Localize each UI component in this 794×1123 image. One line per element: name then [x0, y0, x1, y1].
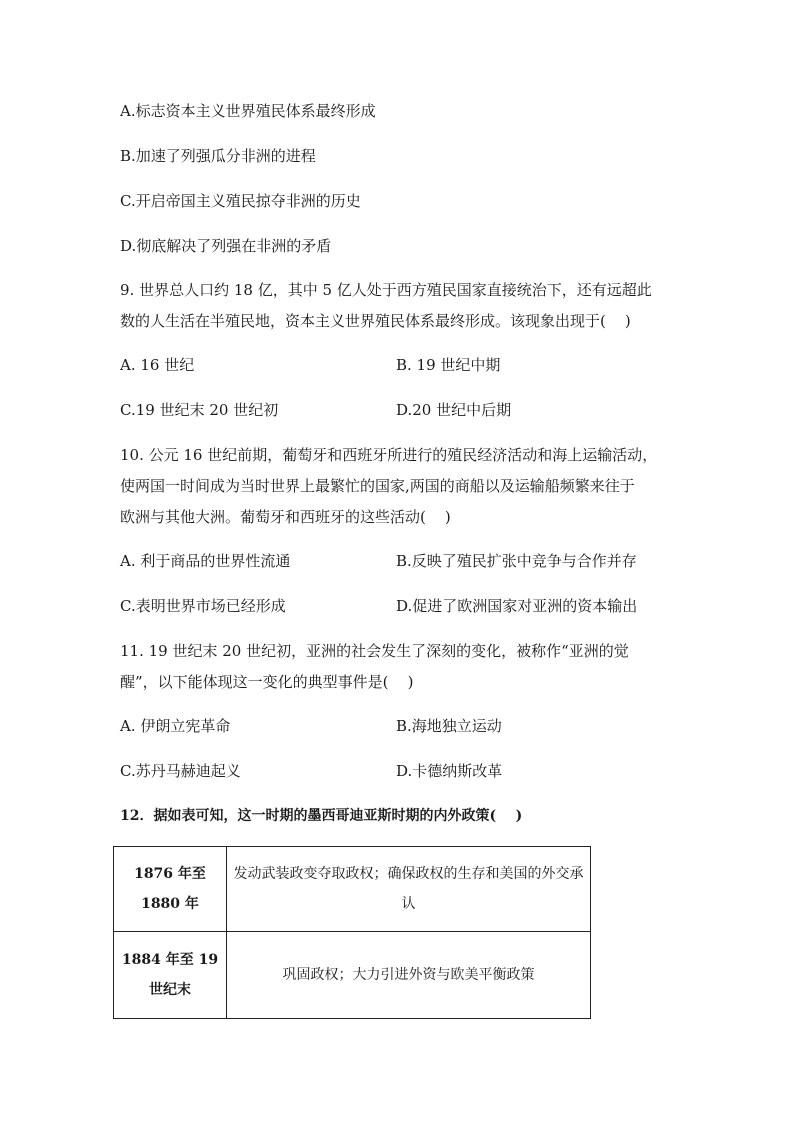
period-cell: 1884 年至 19 世纪末: [114, 932, 227, 1019]
table-row: [114, 847, 591, 932]
q8-option-c: C.开启帝国主义殖民掠夺非洲的历史: [120, 192, 361, 210]
q9-stem-line2: 数的人生活在半殖民地，资本主义世界殖民体系最终形成。该现象出现于( ): [120, 312, 631, 330]
q8-option-b: B.加速了列强瓜分非洲的进程: [120, 147, 316, 165]
q9-option-a: A. 16 世纪: [120, 356, 195, 374]
policy-table: [113, 846, 591, 1019]
q10-option-b: B.反映了殖民扩张中竞争与合作并存: [396, 552, 637, 570]
q12-stem: 12．据如表可知，这一时期的墨西哥迪亚斯时期的内外政策( ): [120, 808, 523, 824]
q9-option-c: C.19 世纪末 20 世纪初: [120, 401, 279, 419]
q10-stem-line2: 使两国一时间成为当时世界上最繁忙的国家,两国的商船以及运输船频繁来往于: [120, 477, 635, 495]
q11-option-c: C.苏丹马赫迪起义: [120, 762, 241, 780]
q10-option-d: D.促进了欧洲国家对亚洲的资本输出: [396, 597, 638, 615]
policy-cell: 发动武装政变夺取政权；确保政权的生存和美国的外交承认: [227, 847, 591, 932]
policy-cell: 巩固政权；大力引进外资与欧美平衡政策: [227, 932, 591, 1019]
q11-stem-line2: 醒”，以下能体现这一变化的典型事件是( ): [120, 673, 414, 691]
q11-option-a: A. 伊朗立宪革命: [120, 717, 231, 735]
q10-stem-line1: 10. 公元 16 世纪前期，葡萄牙和西班牙所进行的殖民经济活动和海上运输活动，: [120, 446, 658, 464]
q11-option-d: D.卡德纳斯改革: [396, 762, 503, 780]
q10-option-c: C.表明世界市场已经形成: [120, 597, 286, 615]
q11-option-b: B.海地独立运动: [396, 717, 502, 735]
q8-option-a: A.标志资本主义世界殖民体系最终形成: [120, 102, 376, 120]
period-cell: 1876 年至 1880 年: [114, 847, 227, 932]
q8-option-d: D.彻底解决了列强在非洲的矛盾: [120, 237, 332, 255]
table-row: [114, 932, 591, 1019]
q10-option-a: A. 利于商品的世界性流通: [120, 552, 291, 570]
q9-stem-line1: 9. 世界总人口约 18 亿，其中 5 亿人处于西方殖民国家直接统治下，还有远超此: [120, 281, 652, 299]
q9-option-d: D.20 世纪中后期: [396, 401, 512, 419]
q10-stem-line3: 欧洲与其他大洲。葡萄牙和西班牙的这些活动( ): [120, 508, 451, 526]
q11-stem-line1: 11. 19 世纪末 20 世纪初，亚洲的社会发生了深刻的变化，被称作“亚洲的觉: [120, 642, 629, 660]
q9-option-b: B. 19 世纪中期: [396, 356, 501, 374]
